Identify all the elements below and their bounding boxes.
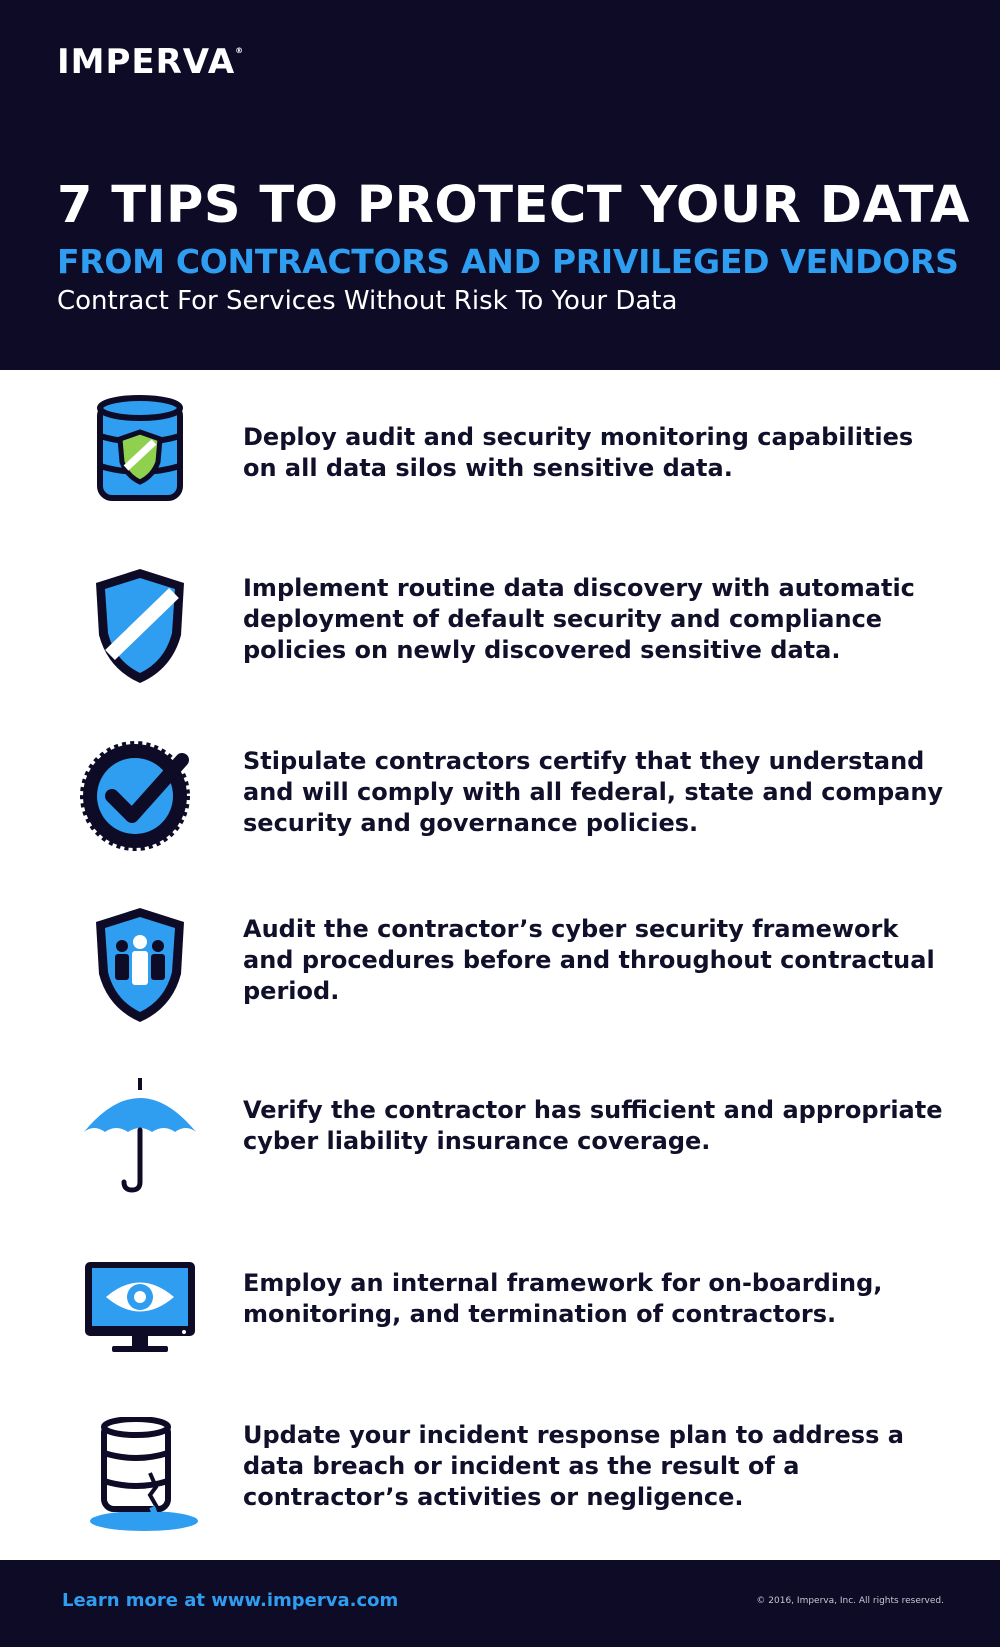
shield-icon: [80, 565, 205, 690]
tip-text: Update your incident response plan to address a data breach or incident as the result of a contractor’s activities or negligence.: [243, 1421, 904, 1511]
imperva-logo[interactable]: IMPERVA®: [57, 42, 245, 82]
umbrella-icon: [80, 1078, 205, 1203]
page-subtitle: FROM CONTRACTORS AND PRIVILEGED VENDORS: [57, 242, 959, 281]
tip-text: Stipulate contractors certify that they understand and will comply with all federal, state and company security and governance policies.: [243, 747, 944, 837]
certified-checkmark-icon: [80, 738, 205, 863]
leaking-database-icon: [80, 1417, 205, 1542]
tip-text: Deploy audit and security monitoring capabilities on all data silos with sensitive data.: [243, 423, 914, 482]
shield-people-icon: [80, 908, 205, 1033]
header-banner: [0, 0, 1000, 370]
tip-text: Implement routine data discovery with automatic deployment of default security and compliance policies on newly discovered sensitive data.: [243, 574, 915, 664]
learn-more-link[interactable]: Learn more at www.imperva.com: [62, 1590, 399, 1611]
database-shield-icon: [80, 392, 205, 517]
monitor-eye-icon: [80, 1258, 205, 1383]
footer: [0, 1560, 1000, 1647]
tip-text: Audit the contractor’s cyber security framework and procedures before and throughout contractual period.: [243, 915, 935, 1005]
copyright: © 2016, Imperva, Inc. All rights reserved.: [756, 1596, 944, 1606]
page-tagline: Contract For Services Without Risk To Your Data: [57, 286, 678, 316]
page-title: 7 TIPS TO PROTECT YOUR DATA: [57, 176, 970, 235]
tip-text: Employ an internal framework for on-boarding, monitoring, and termination of contractors.: [243, 1269, 883, 1328]
tip-text: Verify the contractor has sufficient and appropriate cyber liability insurance coverage.: [243, 1096, 943, 1155]
